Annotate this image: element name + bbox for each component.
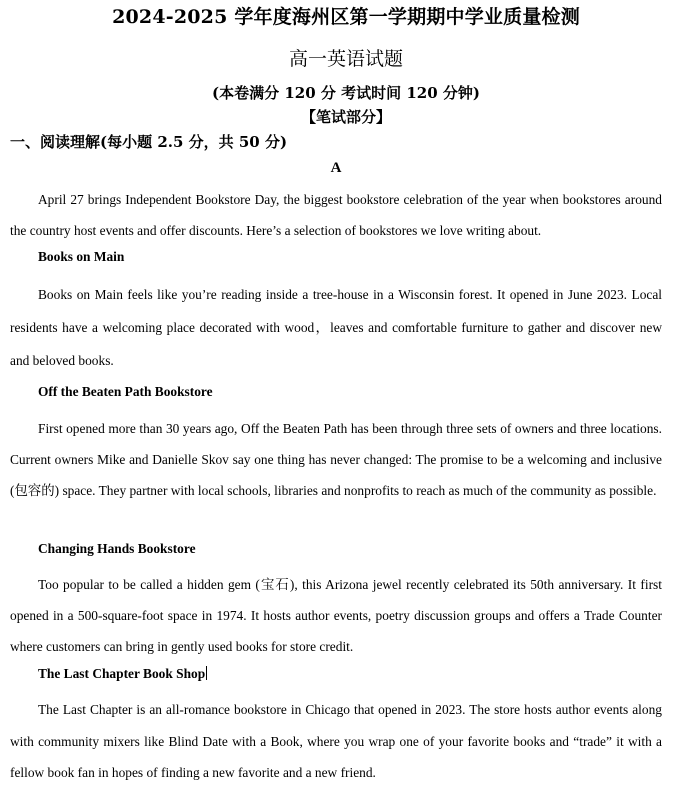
exam-info: (本卷满分 120 分 考试时间 120 分钟) (212, 84, 480, 102)
passage-letter: A (330, 160, 342, 176)
store-heading-changing-hands: Changing Hands Bookstore (38, 541, 196, 556)
store-heading-books-on-main: Books on Main (38, 249, 125, 264)
exam-subject: 高一英语试题 (288, 48, 403, 70)
text-cursor (206, 666, 207, 680)
store-text-books-on-main: Books on Main feels like you’re reading inside a tree-house in a Wisconsin forest. It opened in June 2023. Local residents have a welcoming place decorated with wood，leaves and comfortable furniture to gather and discover new and beloved books. (10, 287, 662, 368)
intro-paragraph: April 27 brings Independent Bookstore Day, the biggest bookstore celebration of the year when bookstores around the country host events and offer discounts. Here’s a selection of bookstores we love writing about. (10, 192, 662, 238)
store-heading-last-chapter-label: The Last Chapter Book Shop (38, 666, 206, 681)
exam-title: 2024-2025 学年度海州区第一学期期中学业质量检测 (112, 6, 580, 28)
store-heading-off-the-beaten-path: Off the Beaten Path Bookstore (38, 384, 213, 399)
store-text-changing-hands: Too popular to be called a hidden gem (宝石), this Arizona jewel recently celebrated its 50th anniversary. It first opened in a 500-square-foot space in 1974. It hosts author events, poetry discussion groups and offers a Trade Counter where customers can bring in gently used books for store credit. (10, 577, 662, 654)
store-text-last-chapter: The Last Chapter is an all-romance bookstore in Chicago that opened in 2023. The store hosts author events along with community mixers like Blind Date with a Book, where you wrap one of your favorite books and “trade” it with a fellow book fan in hopes of finding a new favorite and a new friend. (10, 702, 662, 780)
store-text-off-the-beaten-path: First opened more than 30 years ago, Off the Beaten Path has been through three sets of owners and three locations. Current owners Mike and Danielle Skov say one thing has never changed: The promise to be a welcoming and inclusive (包容的) space. They partner with local schools, libraries and nonprofits to reach as much of the community as possible. (10, 421, 662, 498)
store-heading-last-chapter (38, 664, 207, 684)
part-one-heading: 一、阅读理解(每小题 2.5 分，共 50 分) (10, 133, 288, 151)
section-label: 【笔试部分】 (300, 108, 391, 126)
